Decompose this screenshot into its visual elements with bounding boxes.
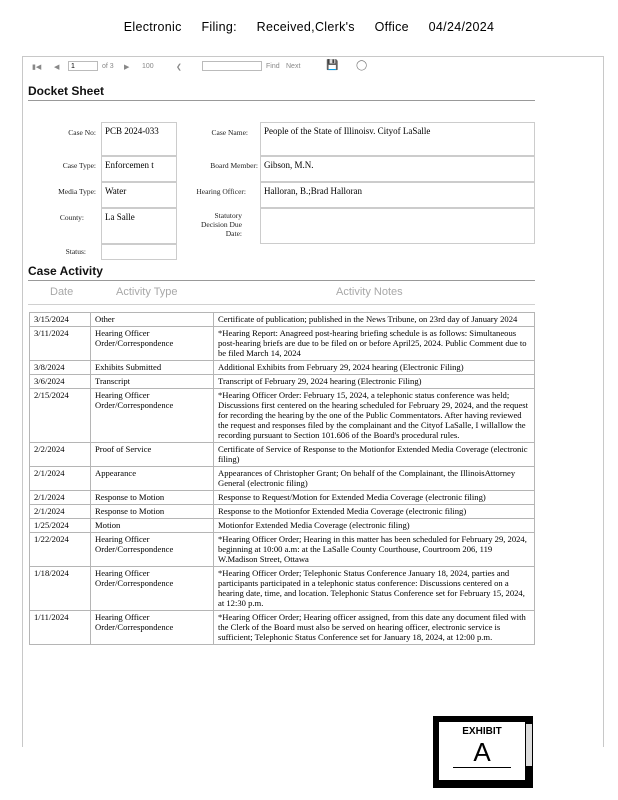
report-toolbar (26, 60, 598, 78)
activity-date: 3/11/2024 (30, 327, 91, 361)
activity-date: 3/6/2024 (30, 375, 91, 389)
activity-type: Hearing Officer Order/Correspondence (91, 389, 214, 443)
statutory-decision-label: Statutory Decision Due Date: (200, 211, 242, 238)
case-type-label: Case Type: (62, 161, 96, 170)
zoom-level[interactable]: 100 (142, 63, 154, 70)
table-row (30, 533, 535, 567)
activity-notes: Motionfor Extended Media Coverage (electronic filing) (214, 519, 535, 533)
divider (28, 100, 535, 101)
activity-date: 2/1/2024 (30, 467, 91, 491)
activity-date: 1/11/2024 (30, 611, 91, 645)
exhibit-letter: A (473, 737, 491, 767)
activity-type: Hearing Officer Order/Correspondence (91, 567, 214, 611)
back-icon[interactable]: ❮ (176, 64, 182, 71)
exhibit-label (439, 722, 525, 780)
hearing-officer-label: Hearing Officer: (196, 187, 246, 196)
exhibit-word: EXHIBIT (462, 726, 502, 737)
table-row (30, 443, 535, 467)
stamp-part: Electronic (123, 20, 182, 34)
county-label: County: (59, 213, 84, 222)
county-value: La Salle (101, 208, 177, 244)
media-type-label: Media Type: (58, 187, 96, 196)
table-row (30, 361, 535, 375)
find-input[interactable] (202, 61, 262, 71)
activity-date: 1/25/2024 (30, 519, 91, 533)
board-member-value: Gibson, M.N. (260, 156, 535, 182)
stamp-part: Office (374, 20, 409, 34)
activity-date: 2/1/2024 (30, 505, 91, 519)
column-header-date: Date (50, 286, 74, 298)
docket-sheet-title: Docket Sheet (28, 84, 105, 98)
activity-type: Proof of Service (91, 443, 214, 467)
first-page-icon[interactable]: ▮◀ (32, 64, 42, 71)
table-row (30, 567, 535, 611)
activity-type: Transcript (91, 375, 214, 389)
table-row (30, 327, 535, 361)
exhibit-sticker (433, 716, 533, 788)
next-page-icon[interactable]: ▶ (124, 64, 130, 71)
table-row (30, 519, 535, 533)
table-row (30, 375, 535, 389)
activity-notes: Additional Exhibits from February 29, 2024 hearing (Electronic Filing) (214, 361, 535, 375)
case-no-label: Case No: (68, 128, 96, 137)
filing-stamp (0, 20, 618, 34)
stamp-part: Filing: (201, 20, 237, 34)
activity-notes: Response to the Motionfor Extended Media Coverage (electronic filing) (214, 505, 535, 519)
activity-notes: Response to Request/Motion for Extended Media Coverage (electronic filing) (214, 491, 535, 505)
activity-date: 3/15/2024 (30, 313, 91, 327)
exhibit-side-strip (526, 724, 532, 766)
activity-type: Other (91, 313, 214, 327)
table-row (30, 389, 535, 443)
case-type-value: Enforcemen t (101, 156, 177, 182)
column-header-activity-notes: Activity Notes (336, 286, 403, 298)
column-header-activity-type: Activity Type (116, 286, 178, 298)
activity-type: Appearance (91, 467, 214, 491)
divider (28, 304, 535, 305)
table-row (30, 313, 535, 327)
activity-notes: *Hearing Officer Order; Hearing in this matter has been scheduled for February 29, 2024, beginning at 10:00 a.m: at the LaSalle County Courthouse, Courtroom 206, 119 W.Madison Street, Ottawa (214, 533, 535, 567)
activity-date: 1/18/2024 (30, 567, 91, 611)
activity-notes: *Hearing Officer Order: February 15, 2024, a telephonic status conference was held; Discussions first centered on the hearing scheduled for February 29, 2024, and the request for recording the hearing by the one of the Public Commentators. After having reviewed the request and responses filed by the complainant and the Cityof LaSalle, I willallow the recording pursuant to Section 101.606 of the Board's procedural rules. (214, 389, 535, 443)
activity-type: Response to Motion (91, 491, 214, 505)
status-value (101, 244, 177, 260)
activity-type: Exhibits Submitted (91, 361, 214, 375)
table-row (30, 505, 535, 519)
activity-date: 2/2/2024 (30, 443, 91, 467)
board-member-label: Board Member: (210, 161, 258, 170)
case-name-label: Case Name: (211, 128, 248, 137)
activity-notes: Certificate of Service of Response to the Motionfor Extended Media Coverage (electronic filing) (214, 443, 535, 467)
activity-date: 2/15/2024 (30, 389, 91, 443)
activity-type: Hearing Officer Order/Correspondence (91, 327, 214, 361)
table-row (30, 491, 535, 505)
table-row (30, 611, 535, 645)
status-label: Status: (65, 247, 86, 256)
activity-notes: Certificate of publication; published in the News Tribune, on 23rd day of January 2024 (214, 313, 535, 327)
export-icon[interactable]: 💾 (326, 60, 339, 71)
case-no-value: PCB 2024-033 (101, 122, 177, 156)
hearing-officer-value: Halloran, B.;Brad Halloran (260, 182, 535, 208)
activity-type: Hearing Officer Order/Correspondence (91, 533, 214, 567)
page-number-input[interactable] (68, 61, 98, 71)
find-link[interactable]: Find (266, 63, 280, 70)
divider (28, 280, 535, 281)
activity-type: Motion (91, 519, 214, 533)
case-activity-title: Case Activity (28, 264, 103, 278)
activity-table (29, 312, 535, 645)
activity-notes: Transcript of February 29, 2024 hearing (Electronic Filing) (214, 375, 535, 389)
next-link[interactable]: Next (286, 63, 301, 70)
stamp-part: Received,Clerk's (256, 20, 355, 34)
activity-notes: *Hearing Officer Order; Hearing officer assigned, from this date any document filed with the Clerk of the Board must also be served on hearing officer, electronic service is sufficient; Telephonic Status Conference set for January 18, 2024, at 12:00 p.m. (214, 611, 535, 645)
prev-page-icon[interactable]: ◀ (54, 64, 60, 71)
case-name-value: People of the State of Illinoisv. Cityof LaSalle (260, 122, 535, 156)
exhibit-underline (453, 767, 511, 768)
activity-notes: *Hearing Officer Order; Telephonic Status Conference January 18, 2024, parties and participants participated in a telephonic status conference: Discussions centered on a hearing date, time, and location. Telephonic Status Conference set for February 15, 2024, at 12:30 p.m. (214, 567, 535, 611)
activity-date: 3/8/2024 (30, 361, 91, 375)
activity-date: 1/22/2024 (30, 533, 91, 567)
activity-date: 2/1/2024 (30, 491, 91, 505)
activity-type: Hearing Officer Order/Correspondence (91, 611, 214, 645)
statutory-decision-value (260, 208, 535, 244)
stamp-part: 04/24/2024 (428, 20, 495, 34)
activity-type: Response to Motion (91, 505, 214, 519)
activity-notes: *Hearing Report: Anagreed post-hearing briefing schedule is as follows: Simultaneous post-hearing briefs are due to be filed on or before April25, 2024. Public Comment due to be filed March 14, 2024 (214, 327, 535, 361)
table-row (30, 467, 535, 491)
activity-notes: Appearances of Christopher Grant; On behalf of the Complainant, the IllinoisAttorney General (electronic filing) (214, 467, 535, 491)
page-count: of 3 (102, 63, 114, 70)
refresh-icon[interactable]: ◯ (356, 60, 368, 71)
media-type-value: Water (101, 182, 177, 208)
